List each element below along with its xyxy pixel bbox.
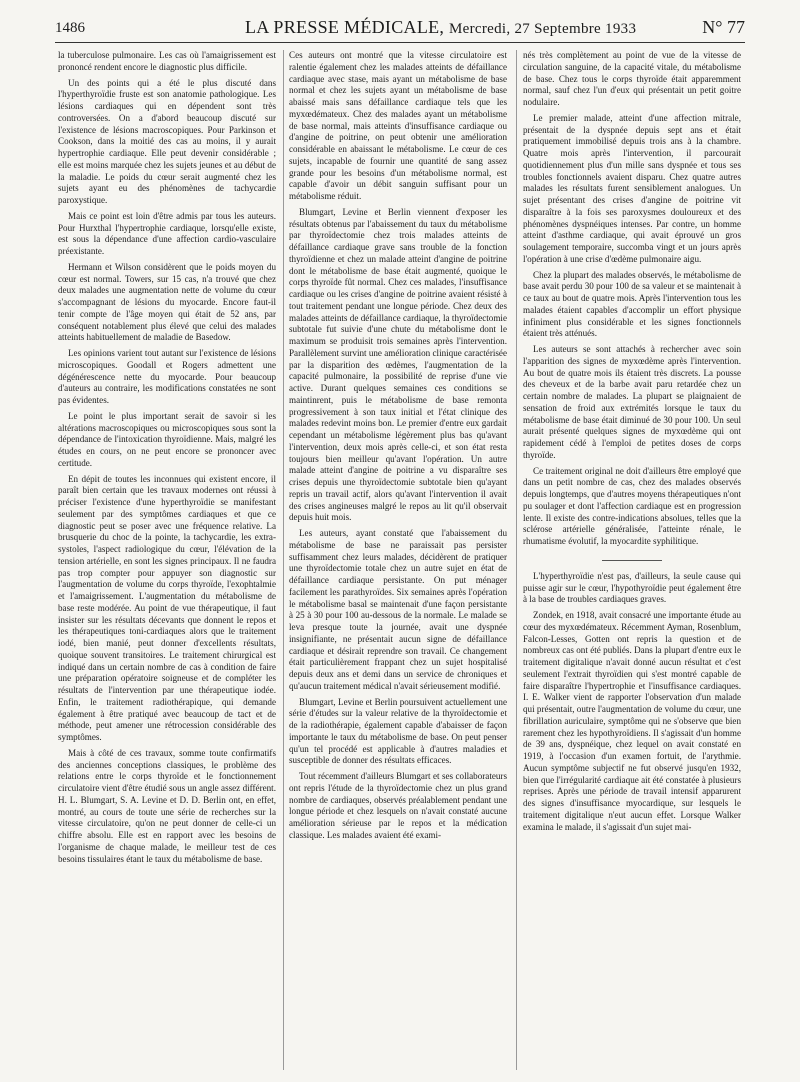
text-column-3 — [523, 50, 741, 1070]
paragraph: nés très complètement au point de vue de la vitesse de circulation sanguine, de la capacité vitale, du métabolisme de base. Chez tous le corps thyroïde était apparemment normal, sauf chez l'un d'eux qui présentait un petit goitre nodulaire. — [523, 50, 741, 107]
text-column-1 — [58, 50, 276, 1070]
page-number: 1486 — [55, 20, 85, 36]
header-rule — [55, 42, 745, 43]
paragraph: Chez la plupart des malades observés, le métabolisme de base avait perdu 30 pour 100 de sa valeur et se maintenait à ce taux au bout de quatre mois. Après l'intervention tous les malades étaient capables d'accomplir un effort physique infiniment plus considérable et les signes fonctionnels étaient très atténués. — [523, 269, 741, 339]
paragraph: Tout récemment d'ailleurs Blumgart et ses collaborateurs ont repris l'étude de la thyroïdectomie chez un plus grand nombre de cardiaques, observés préalablement pendant une longue période et chez lesquels on n'avait constaté aucune amélioration sérieuse par le repos et la médication classique. Les malades avaient été exami- — [289, 771, 507, 840]
journal-name: LA PRESSE MÉDICALE, — [245, 17, 445, 37]
paragraph: Les auteurs, ayant constaté que l'abaissement du métabolisme de base ne paraissait pas persister suffisamment chez leurs malades, décidèrent de pratiquer une thyroïdectomie totale chez un autre sujet en état de défaillance cardiaque persistante. On put ménager facilement les parathyroïdes. Six semaines après l'opération le métabolisme basal se maintenait d'une façon persistante à 25 à 30 pour 100 au-dessous de la normale. Le malade se leva presque toute la journée, avait une dyspnée insignifiante, ne présentait aucun signe de défaillance cardiaque et désirait reprendre son travail. Ce changement était particulièrement frappant chez un sujet hospitalisé depuis deux ans et demi dans un service de chroniques et qu'aucun traitement médical n'avait sérieusement modifié. — [289, 528, 507, 691]
section-separator — [602, 560, 662, 561]
paragraph: Ces auteurs ont montré que la vitesse circulatoire est ralentie également chez les malades atteints de défaillance cardiaque avec stase, mais ayant un métabolisme de base normal et chez les sujets ayant un métabolisme de base abaissé mais sans défaillance cardiaque tels que les myxœdémateux. Chez des malades ayant un métabolisme de base normal, mais atteints d'insuffisance cardiaque ou d'angine de poitrine, on peut obtenir une amélioration considérable en abaissant le métabolisme. Le cœur de ces sujets, incapable de fournir une quantité de sang assez grande pour les besoins d'un métabolisme normal, est capable d'avoir un débit sanguin suffisant pour un métabolisme réduit. — [289, 50, 507, 201]
issue-date: Mercredi, 27 Septembre 1933 — [449, 21, 637, 37]
paragraph: Blumgart, Levine et Berlin poursuivent actuellement une série d'études sur la valeur relative de la thyroïdectomie et de la radiothérapie, également capable d'abaisser de façon importante le taux du métabolisme de base. On peut penser qu'un tel procédé est applicable à d'autres maladies et susceptible de donner des résultats efficaces. — [289, 696, 507, 766]
paragraph: la tuberculose pulmonaire. Les cas où l'amaigrissement est prononcé rendent encore le diagnostic plus difficile. — [58, 50, 276, 72]
paragraph: L'hyperthyroïdie n'est pas, d'ailleurs, la seule cause qui puisse agir sur le cœur, l'hypothyroïdie peut également être à la base de troubles cardiaques graves. — [523, 570, 741, 605]
paragraph: Blumgart, Levine et Berlin viennent d'exposer les résultats obtenus par l'abaissement du taux du métabolisme par thyroïdectomie chez trois malades atteints de défaillance cardiaque grave sans trouble de la fonction thyroïdienne et chez un malade atteint d'angine de poitrine dont le métabolisme de base était augmenté, quoique le corps thyroïde fût normal. Chez ces malades, l'insuffisance cardiaque ou les crises d'angine de poitrine avaient résisté à tout traitement pendant une longue période. Chez deux des malades atteints de défaillance cardiaque, la thyroïdectomie subtotale fut suivie d'une chute du métabolisme dont le maximum se produisit trois semaines après l'intervention. Parallèlement survint une amélioration clinique caractérisée par la disparition des œdèmes, l'augmentation de la capacité pulmonaire, la possibilité de reprise d'une vie active. Durant quelques semaines ces conditions se maintinrent, puis le métabolisme de base remonta progressivement à son taux initial et l'état clinique des malades redevint moins bon. Le premier d'entre eux gardait cependant un métabolisme légèrement plus bas qu'avant l'intervention, deux mois après celle-ci, et son état resta toujours bien meilleur qu'avant l'opération. Un autre malade atteint d'angine de poitrine a vu disparaître ses crises depuis une thyroïdectomie subtotale bien qu'ayant repris un travail actif, alors qu'avant l'intervention il avait des crises angineuses malgré le repos au lit qu'il observait depuis huit mois. — [289, 206, 507, 523]
paragraph: Hermann et Wilson considèrent que le poids moyen du cœur est normal. Towers, sur 15 cas, n'a trouvé que chez deux malades une augmentation nette de volume du cœur s'accompagnant de lésions du myocarde. Encore faut-il tenir compte de l'âge moyen qui était de 52 ans, par conséquent notablement plus élevé que celui des malades atteints habituellement de maladie de Basedow. — [58, 261, 276, 343]
paragraph: En dépit de toutes les inconnues qui existent encore, il paraît bien certain que les travaux modernes ont réussi à préciser l'existence d'une hyperthyroïdie se manifestant seulement par des symptômes cardiaques et que ce diagnostic peut se poser avec une fréquence relative. La brusquerie du choc de la pointe, la tachycardie, les extra-systoles, l'aspect radiologique du cœur, l'élévation de la tension artérielle, en sont les signes principaux. Il ne faudra pas trop compter pour appuyer son diagnostic sur l'augmentation de volume du corps thyroïde, l'exophtalmie et l'amaigrissement. L'augmentation du métabolisme de base reste modérée. Au point de vue thérapeutique, il faut insister sur les résultats décevants que donnent le repos et les thérapeutiques toni-cardiaques alors que le traitement iodé, bien manié, peut donner d'excellents résultats, quoique souvent transitoires. Le traitement chirurgical est indiqué dans un certain nombre de cas à condition de faire une préparation opératoire soigneuse et de compléter les résultats de l'intervention par une thérapeutique iodée. Enfin, le traitement radiothérapique, qui demande également à être pratiqué avec beaucoup de tact et de méthode, peut amener une rétrocession considérable des symptômes. — [58, 473, 276, 742]
paragraph: Mais à côté de ces travaux, somme toute confirmatifs des anciennes conceptions classiques, le problème des relations entre le corps thyroïde et le fonctionnement circulatoire vient d'être étudié sous un angle assez différent. H. L. Blumgart, S. A. Levine et D. D. Berlin ont, en effet, montré, au cours de toute une série de recherches sur la vitesse circulatoire, qu'on ne peut donner de celle-ci un chiffre absolu. Elle est en rapport avec les besoins de l'organisme de chaque malade, le meilleur test de ces besoins tissulaires étant le taux du métabolisme de base. — [58, 747, 276, 864]
journal-title — [245, 17, 636, 38]
paragraph: Ce traitement original ne doit d'ailleurs être employé que dans un petit nombre de cas, chez des malades observés depuis longtemps, que d'autres moyens thérapeutiques n'ont pu soulager et dont l'affection cardiaque est en progression lente. Il existe des contre-indications absolues, telles que la sclérose artérielle généralisée, l'atteinte rénale, le rhumatisme évolutif, la myocardite syphilitique. — [523, 465, 741, 546]
column-divider — [283, 50, 284, 1070]
paragraph: Mais ce point est loin d'être admis par tous les auteurs. Pour Hurxthal l'hypertrophie cardiaque, lorsqu'elle existe, est sous la dépendance d'une affection cardio-vasculaire préexistante. — [58, 210, 276, 256]
page-header — [55, 16, 745, 40]
paragraph: Le premier malade, atteint d'une affection mitrale, présentait de la dyspnée depuis sept ans et était pratiquement immobilisé depuis trois ans à la chambre. Quatre mois après l'intervention, il parcourait quotidiennement plus d'un mille sans dyspnée et tous ses troubles fonctionnels avaient disparu. Chez quatre autres malades les résultats furent sensiblement analogues. Un sujet présentant des crises d'angine de poitrine vit disparaître à la fois ses paroxysmes douloureux et des phénomènes dyspnéiques intenses. Par contre, un homme atteint d'asthme cardiaque, qui avait éprouvé un gros soulagement temporaire, succomba vingt et un jours après l'opération à une crise d'œdème pulmonaire aigu. — [523, 112, 741, 264]
issue-number: N° 77 — [702, 17, 745, 37]
paragraph: Les auteurs se sont attachés à rechercher avec soin l'apparition des signes de myxœdème après l'intervention. Au bout de quatre mois ils étaient très discrets. La pousse des cheveux et de la barbe avait paru retardée chez un certain nombre de malades. La plupart se plaignaient de sensation de froid aux extrémités lorsque le taux du métabolisme de base était diminué de 30 pour 100. Un seul aurait présenté quelques signes de myxœdème qui ont rapidement cédé à l'emploi de petites doses de corps thyroïde. — [523, 344, 741, 460]
paragraph: Le point le plus important serait de savoir si les altérations macroscopiques ou microscopiques sous sont la dépendance de l'intoxication thyroïdienne. Mais, malgré les études en cours, on ne peut encore se prononcer avec certitude. — [58, 410, 276, 468]
paragraph: Zondek, en 1918, avait consacré une importante étude au cœur des myxœdémateux. Récemment Ayman, Rosenblum, Falcon-Lesses, Gotten ont repris la question et de nombreux cas ont été publiés. Dans la plupart d'entre eux le traitement digitalique n'avait donné aucun résultat et c'est seulement l'extrait thyroïdien qui s'est montré capable de faire disparaître l'hypertrophie et l'insuffisance cardiaques. I. E. Walker vient de rapporter l'observation d'un malade qui présentait, outre l'augmentation de volume du cœur, une fibrillation auriculaire, symptôme qui ne s'observe que bien rarement chez les hypothyroïdiens. Il s'agissait d'un homme de 39 ans, dyspnéique, chez lequel on avait constaté en 1919, à l'occasion d'un examen fortuit, de l'arythmie. Aucun symptôme subjectif ne fut observé jusqu'en 1932, bien que l'irrégularité cardiaque ait été constatée à plusieurs reprises. Après une période de travail intensif apparurent des signes d'insuffisance myocardique, sur lesquels le traitement digitalique n'eut aucun effet. Lorsque Walker examina le malade, il s'agissait d'un sujet mai- — [523, 610, 741, 832]
column-divider — [516, 50, 517, 1070]
paragraph: Un des points qui a été le plus discuté dans l'hyperthyroïdie fruste est son anatomie pathologique. Les lésions cardiaques qui en dépendent sont très controversées. On a d'abord beaucoup discuté sur l'existence de lésions macroscopiques. Pour Parkinson et Cookson, dans la moitié des cas au moins, il y aurait hypertrophie cardiaque. Elle peut devenir considérable ; elle est moins marquée chez les sujets jeunes et au début de la maladie. Le poids du cœur serait augmenté chez les sujets ayant eu des phénomènes de tachycardie paroxystique. — [58, 77, 276, 205]
text-column-2 — [289, 50, 507, 1070]
paragraph: Les opinions varient tout autant sur l'existence de lésions microscopiques. Goodall et Rogers admettent une dégénérescence nette du myocarde. Pour beaucoup d'auteurs au contraire, les modifications constatées ne sont pas évidentes. — [58, 348, 276, 405]
